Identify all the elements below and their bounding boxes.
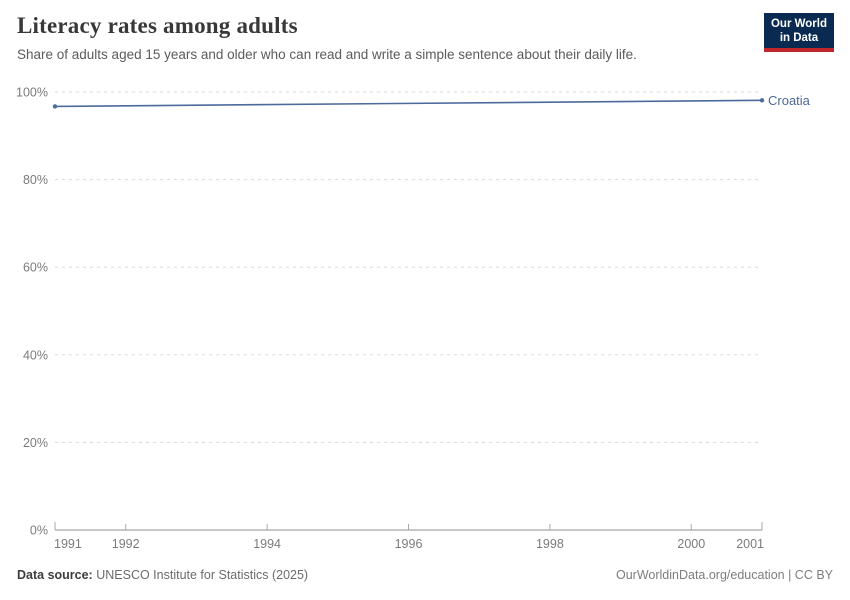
y-tick-label: 100% — [16, 85, 48, 100]
x-tick-label: 1991 — [54, 537, 82, 551]
x-tick-label: 1996 — [394, 537, 423, 551]
x-tick-label: 2001 — [736, 537, 764, 551]
y-tick-label: 80% — [22, 173, 48, 188]
data-point-croatia[interactable] — [760, 98, 764, 102]
y-tick-label: 40% — [22, 348, 48, 363]
y-tick-label: 60% — [22, 260, 48, 275]
series-line-croatia[interactable] — [55, 100, 762, 106]
owid-logo-line2: in Data — [779, 32, 819, 44]
x-tick-label: 2000 — [677, 537, 706, 551]
data-source-label: Data source: — [17, 568, 93, 582]
y-tick-label: 20% — [22, 435, 48, 450]
data-source-value: UNESCO Institute for Statistics (2025) — [96, 568, 309, 582]
owid-logo-line1: Our World — [770, 18, 827, 30]
data-source — [17, 568, 308, 582]
y-tick-label: 0% — [29, 523, 48, 538]
x-tick-label: 1992 — [111, 537, 140, 551]
chart-subtitle: Share of adults aged 15 years and older who can read and write a simple sentence about their daily life. — [17, 47, 637, 62]
x-tick-label: 1994 — [253, 537, 282, 551]
data-point-croatia[interactable] — [53, 104, 57, 108]
series-label-croatia[interactable]: Croatia — [768, 92, 810, 108]
credit-link[interactable]: OurWorldinData.org/education | CC BY — [615, 568, 833, 582]
x-tick-label: 1998 — [535, 537, 564, 551]
chart-footer — [17, 568, 833, 582]
chart-title: Literacy rates among adults — [17, 13, 298, 38]
